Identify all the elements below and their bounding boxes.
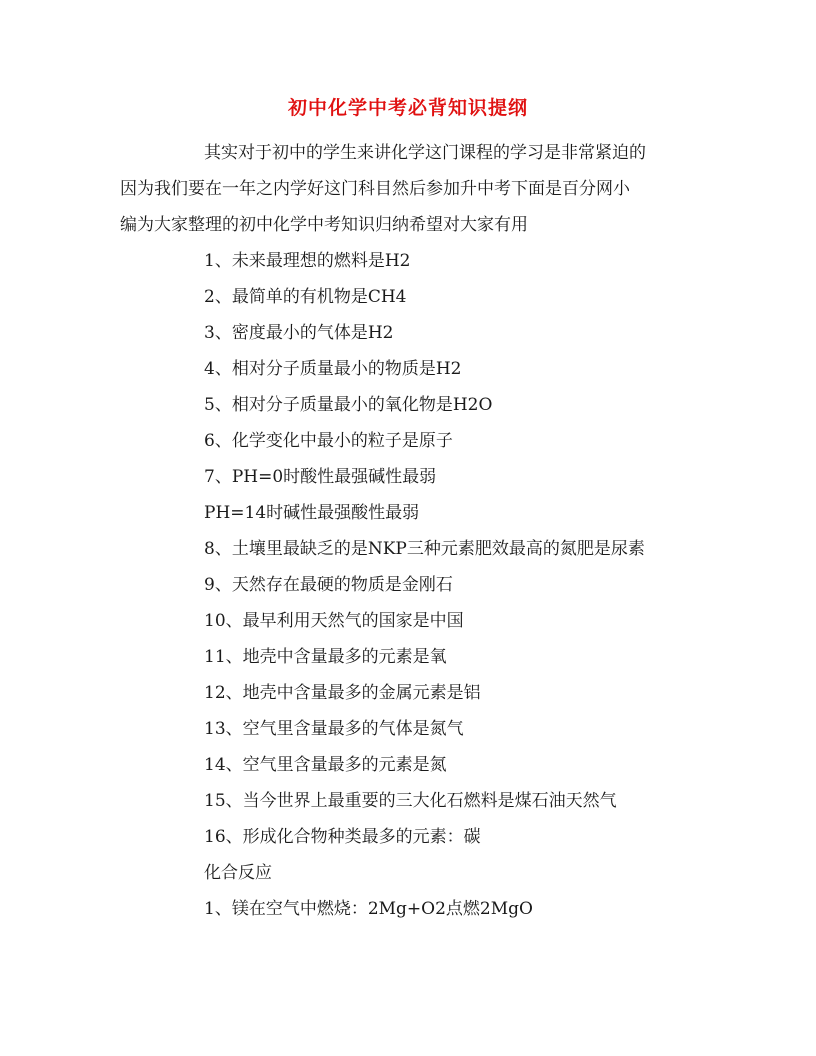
- list-item: 2、最简单的有机物是CH4: [204, 287, 407, 307]
- list-item: 5、相对分子质量最小的氧化物是H2O: [204, 395, 493, 415]
- list-item: 10、最早利用天然气的国家是中国: [204, 611, 464, 631]
- intro-line: 因为我们要在一年之内学好这门科目然后参加升中考下面是百分网小: [120, 179, 630, 199]
- fact-list: [204, 243, 645, 927]
- list-item: 4、相对分子质量最小的物质是H2: [204, 359, 462, 379]
- list-item: 9、天然存在最硬的物质是金刚石: [204, 575, 453, 595]
- document-title: 初中化学中考必背知识提纲: [287, 97, 528, 119]
- list-item: 15、当今世界上最重要的三大化石燃料是煤石油天然气: [204, 791, 617, 811]
- list-item: 11、地壳中含量最多的元素是氧: [204, 647, 447, 667]
- list-item: 13、空气里含量最多的气体是氮气: [204, 719, 464, 739]
- list-item: 7、PH=0时酸性最强碱性最弱: [204, 467, 437, 487]
- list-item: 12、地壳中含量最多的金属元素是铝: [204, 683, 481, 703]
- list-item: 1、未来最理想的燃料是H2: [204, 251, 411, 271]
- list-item: 1、镁在空气中燃烧：2Mg+O2点燃2MgO: [204, 899, 533, 919]
- list-item: 16、形成化合物种类最多的元素：碳: [204, 827, 481, 847]
- intro-line: 编为大家整理的初中化学中考知识归纳希望对大家有用: [120, 215, 528, 235]
- list-item: 6、化学变化中最小的粒子是原子: [204, 431, 453, 451]
- intro-paragraph: [120, 135, 700, 243]
- list-item: 3、密度最小的气体是H2: [204, 323, 394, 343]
- list-item: PH=14时碱性最强酸性最弱: [204, 503, 420, 523]
- intro-line: 其实对于初中的学生来讲化学这门课程的学习是非常紧迫的: [204, 143, 646, 163]
- list-item: 8、土壤里最缺乏的是NKP三种元素肥效最高的氮肥是尿素: [204, 539, 645, 559]
- list-item: 14、空气里含量最多的元素是氮: [204, 755, 447, 775]
- section-heading: 化合反应: [204, 863, 272, 883]
